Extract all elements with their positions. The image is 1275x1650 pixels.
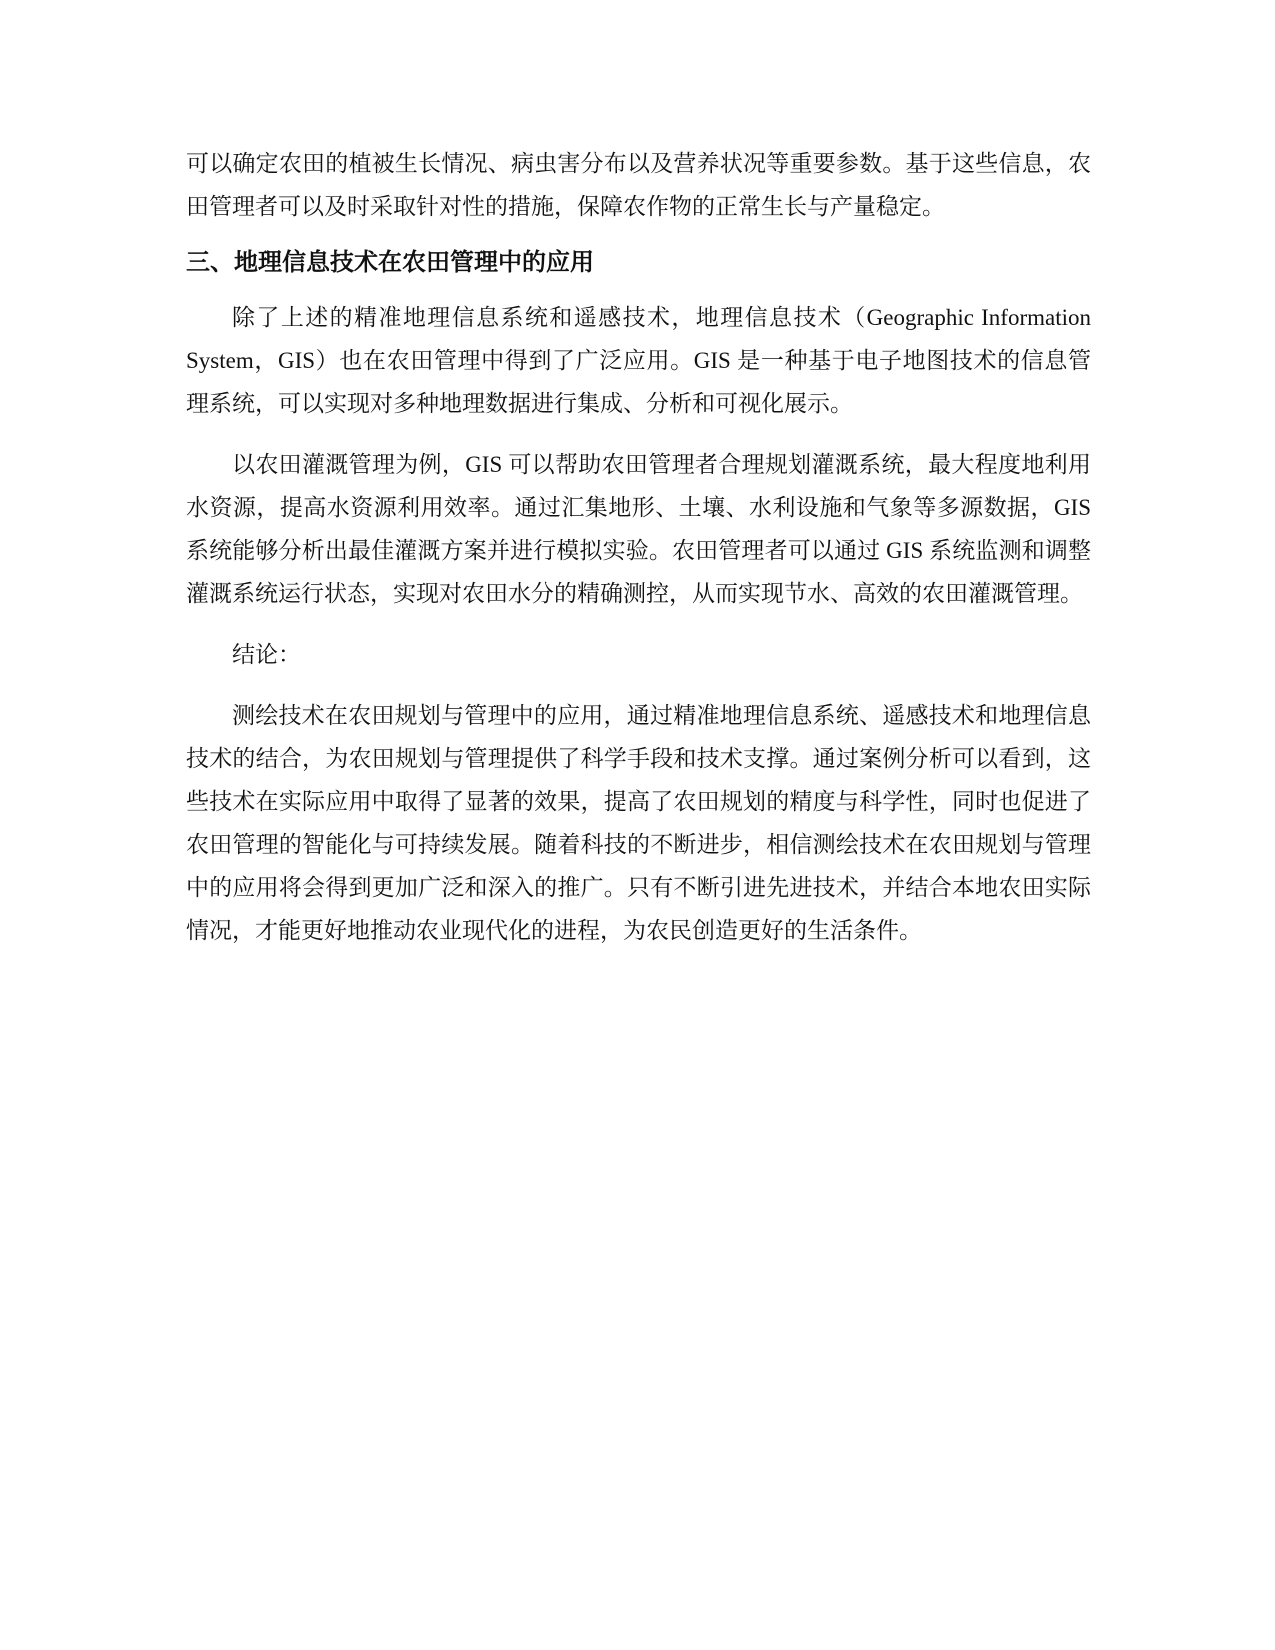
conclusion-paragraph: 测绘技术在农田规划与管理中的应用，通过精准地理信息系统、遥感技术和地理信息技术的结合，为农田规划与管理提供了科学手段和技术支撑。通过案例分析可以看到，这些技术在实际应用中取得了显著的效果，提高了农田规划的精度与科学性，同时也促进了农田管理的智能化与可持续发展。随着科技的不断进步，相信测绘技术在农田规划与管理中的应用将会得到更加广泛和深入的推广。只有不断引进先进技术，并结合本地农田实际情况，才能更好地推动农业现代化的进程，为农民创造更好的生活条件。 [186,703,1091,943]
section-heading: 三、地理信息技术在农田管理中的应用 [186,249,594,276]
document-body [186,142,1091,952]
gis-intro-paragraph: 除了上述的精准地理信息系统和遥感技术，地理信息技术（Geographic Information System，GIS）也在农田管理中得到了广泛应用。GIS 是一种基于电子地图技术的信息管理系统，可以实现对多种地理数据进行集成、分析和可视化展示。 [186,305,1091,416]
conclusion-label: 结论： [232,642,301,667]
irrigation-paragraph: 以农田灌溉管理为例，GIS 可以帮助农田管理者合理规划灌溉系统，最大程度地利用水资源，提高水资源利用效率。通过汇集地形、土壤、水利设施和气象等多源数据，GIS 系统能够分析出最佳灌溉方案并进行模拟实验。农田管理者可以通过 GIS 系统监测和调整灌溉系统运行状态，实现对农田水分的精确测控，从而实现节水、高效的农田灌溉管理。 [186,452,1091,606]
continuation-paragraph: 可以确定农田的植被生长情况、病虫害分布以及营养状况等重要参数。基于这些信息，农田管理者可以及时采取针对性的措施，保障农作物的正常生长与产量稳定。 [186,151,1091,219]
